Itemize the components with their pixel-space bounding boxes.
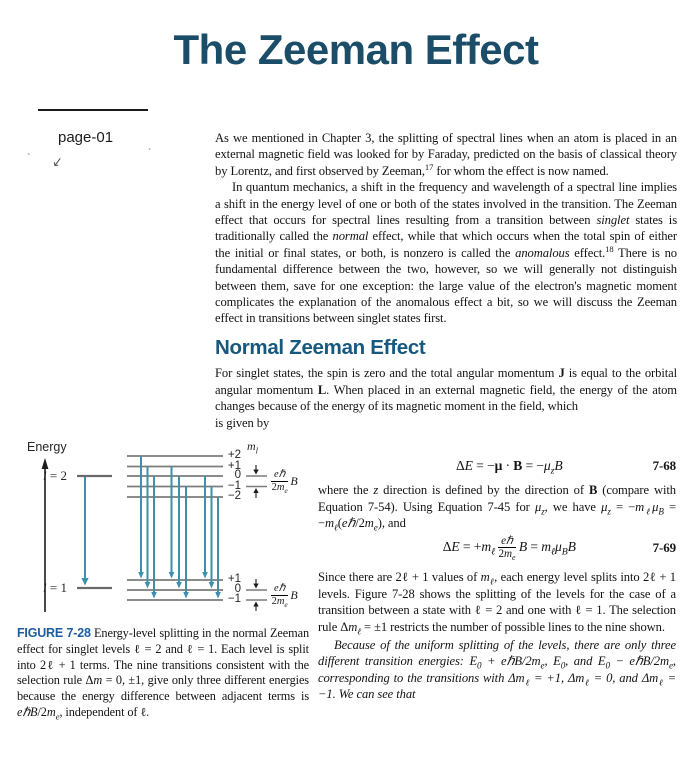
intro-paragraph-2: In quantum mechanics, a shift in the frequency and wavelength of a spectral line implies a shift in the energy level of one or both of the states involved in the transition. The Zeeman effect that occurs for spectral lines resulting from a transition between singlet states is traditionally called the normal effect, while that which occurs when the total spin of either the initial or final states, or both, is nonzero is called the anomalous effect.$^{18}$ There is no fundamental difference between the two, however, so we will generally not distinguish between them, save for one exception: the large value of the electron's magnetic moment complicates the explanation of the anomalous effect a bit, so we will discuss the Zeeman effect in transitions between singlet states first. bbox=[215, 180, 678, 326]
equation-7-69-body bbox=[318, 535, 653, 562]
equation-7-69 bbox=[318, 535, 676, 562]
page-number-label: page-01 bbox=[58, 129, 114, 146]
equation-7-69-post: $B = m_\ell\mu_BB$ bbox=[518, 539, 576, 558]
ml-value-label: +1 bbox=[227, 573, 241, 585]
ml-value-label: +1 bbox=[227, 459, 241, 472]
lower-spacing-bracket bbox=[246, 579, 267, 611]
equation-7-68-body: $\Delta E = -\mu \cdot B = -\mu_zB$ bbox=[455, 458, 563, 477]
upper-level-spacing-label: $\frac{\text{eℏ}}{2m_e}$ B bbox=[271, 469, 298, 496]
stray-mark: ˊ bbox=[148, 148, 152, 159]
section-paragraph-3: Since there are 2ℓ + 1 values of $m_\ell$, each energy level splits into 2ℓ + 1 levels. Figure 7-28 shows the splitting of the levels for the case of a transition between a state with ℓ = 2 and one with ℓ = 1. The selection rule $\Delta m_\ell = \pm 1$ restricts the number of possible lines to the nine shown. bbox=[318, 570, 676, 637]
intro-paragraph-1: As we mentioned in Chapter 3, the splitting of spectral lines when an atom is placed in an external magnetic field was looked for by Faraday, predicted on the basis of classical theory by Lorentz, and first observed by Zeeman,$^{17}$ for whom the effect is now named. bbox=[215, 131, 677, 178]
ml-header-label: $m_l$ bbox=[247, 439, 259, 456]
fraction: $\frac{\text{eℏ}}{2m_e}$ bbox=[271, 469, 288, 496]
fraction-denominator: $2m_e$ bbox=[498, 548, 516, 563]
ml-value-label: +2 bbox=[227, 449, 241, 461]
ml-value-label: −2 bbox=[227, 490, 241, 502]
figure-caption-label: FIGURE 7-28 bbox=[17, 626, 91, 640]
figure-caption bbox=[17, 626, 309, 721]
transition-arrows-delta-m-minus-1 bbox=[138, 456, 157, 599]
main-text-column bbox=[215, 130, 677, 431]
figure-caption-text: Energy-level splitting in the normal Zeeman effect for singlet levels ℓ = 2 and ℓ = 1. Each level is split into 2ℓ + 1 terms. The nine transitions consistent with the selection rule Δm = 0, ±1, give only three different energies because the energy difference between adjacent terms is eℏB/$2m_e$, independent of ℓ. bbox=[17, 626, 310, 722]
fraction bbox=[498, 535, 516, 562]
equation-7-69-number: 7-69 bbox=[652, 539, 676, 555]
equation-7-69-pre: $\Delta E = +m_\ell$ bbox=[442, 539, 496, 558]
equation-7-68-number: 7-68 bbox=[652, 458, 676, 473]
ml-value-label: 0 bbox=[234, 583, 241, 595]
ml-value-label: −1 bbox=[227, 593, 241, 605]
figure-7-28 bbox=[15, 440, 317, 742]
main-transition-arrow bbox=[81, 477, 88, 586]
fraction-numerator: eℏ bbox=[498, 535, 516, 549]
l2-label: l = 2 bbox=[43, 468, 67, 483]
equation-7-68 bbox=[318, 458, 676, 477]
ml-value-label: −1 bbox=[227, 479, 241, 492]
ml-value-label: 0 bbox=[234, 469, 241, 481]
fraction: $\frac{\text{eℏ}}{2m_e}$ bbox=[271, 583, 288, 610]
section-paragraph-1: For singlet states, the spin is zero and the total angular momentum J is equal to the orbital angular momentum L. When placed in an external magnetic field, the energy of the atom changes because of the energy of its magnetic moment in the field, which bbox=[215, 366, 678, 414]
margin-rule bbox=[38, 109, 148, 111]
lower-level-lines bbox=[127, 580, 223, 600]
lower-level-spacing-label: $\frac{\text{eℏ}}{2m_e}$ B bbox=[271, 583, 298, 610]
section-paragraph-4: Because of the uniform splitting of the levels, there are only three different transition energies: $E_0$ + eℏB/$2m_e$, $E_0$, and $E_0$ − eℏB/$2m_e$, corresponding to the transitions with $\Delta m_\ell = +1$, $\Delta m_\ell = 0$, and $\Delta m_\ell = -1$. We can see that bbox=[318, 637, 676, 702]
section-heading: Normal Zeeman Effect bbox=[215, 335, 426, 359]
stray-mark: ˋ bbox=[27, 152, 31, 164]
l1-label: l = 1 bbox=[43, 580, 67, 595]
right-text-column bbox=[318, 455, 676, 703]
stray-mark: ↙ bbox=[50, 153, 64, 170]
page-title: The Zeeman Effect bbox=[173, 26, 539, 73]
upper-spacing-bracket bbox=[246, 465, 267, 498]
section-paragraph-2: where the z direction is defined by the direction of B (compare with Equation 7-54). Using Equation 7-45 for $\mu_z$, we have $\mu_z = -m_\ell\mu_B$ = $-m_\ell(e\hbar/2m_e)$, and bbox=[318, 483, 676, 533]
section-paragraph-1-tail: is given by bbox=[215, 415, 270, 430]
energy-axis-label: Energy bbox=[27, 440, 67, 454]
